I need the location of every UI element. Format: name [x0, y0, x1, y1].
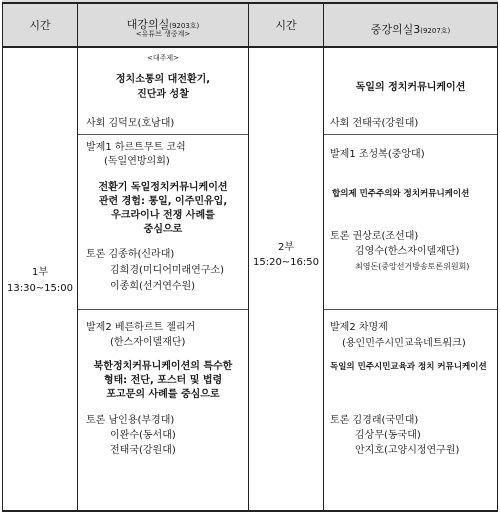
- s2-p1-discussant-3: 최영돈(중앙선거방송토론위원회): [355, 262, 470, 271]
- row-divider: [324, 309, 498, 310]
- s2-p2-discussant-1: 토론 김경래(국민대): [330, 415, 419, 426]
- keynote-tag: <대주제>: [146, 54, 180, 62]
- s1-p2-title-line1: 북한정치커뮤니케이션의 특수한: [93, 361, 233, 372]
- room-main-name: 대강의실: [126, 18, 170, 31]
- header-room-mid: [324, 20, 497, 36]
- session1-label: 1부: [31, 267, 49, 278]
- s1-p1-presenter: 발제1 하르트무트 코쉭: [86, 142, 186, 153]
- s2-p2-discussant-3: 안지호(고양시정연구원): [355, 445, 460, 456]
- s1-p1-discussant-1: 토론 김종하(신라대): [86, 249, 175, 260]
- session1-time: 13:30~15:00: [6, 283, 73, 294]
- session2-time: 15:20~16:50: [252, 257, 319, 268]
- session2-label: 2부: [277, 242, 295, 253]
- room-main-code: (9203호): [169, 22, 200, 30]
- header-time-right: 시간: [275, 19, 297, 32]
- s2-p2-affiliation: (용인민주시민교육네트워크): [342, 338, 466, 349]
- row-divider: [78, 134, 248, 135]
- keynote-title-line1: 정치소통의 대전환기,: [115, 74, 211, 85]
- session2-topic: 독일의 정치커뮤니케이션: [355, 82, 466, 93]
- header-time-left: 시간: [29, 19, 51, 32]
- column-divider: [323, 2, 324, 512]
- s1-p1-affiliation: (독일연방의회): [104, 156, 170, 167]
- s1-p2-title-line2: 형태: 전단, 포스터 및 법령: [103, 375, 223, 386]
- session1-moderator: 사회 김덕모(호남대): [86, 118, 175, 129]
- row-divider: [324, 134, 498, 135]
- s1-p2-presenter: 발제2 베른하르트 젤리거: [86, 322, 196, 333]
- s2-p1-discussant-2: 김영수(한스자이델재단): [355, 246, 460, 257]
- s1-p2-discussant-1: 토론 남인용(부경대): [86, 415, 175, 426]
- table-border-right: [497, 2, 498, 512]
- s1-p1-discussant-3: 이종희(선거연수원): [110, 281, 196, 292]
- header-room-main: [78, 15, 248, 31]
- s1-p1-title-line3: 우크라이나 전쟁 사례를: [111, 210, 215, 221]
- s1-p2-discussant-2: 이완수(동서대): [110, 430, 176, 441]
- keynote-title-line2: 진단과 성찰: [137, 89, 189, 100]
- s2-p1-presenter: 발제1 조성복(중앙대): [330, 149, 425, 160]
- table-border-left: [2, 2, 3, 512]
- s1-p2-title-line3: 포고문의 사례를 중심으로: [106, 389, 220, 400]
- s2-p2-presenter: 발제2 차명제: [330, 322, 388, 333]
- column-divider: [248, 2, 249, 512]
- s2-p2-discussant-2: 김상무(동국대): [355, 430, 421, 441]
- s1-p1-discussant-2: 김희경(미디어미래연구소): [110, 265, 225, 276]
- s1-p1-title-line2: 관련 경험: 통일, 이주민유입,: [98, 196, 228, 207]
- room-mid-name: 중강의실3: [370, 23, 421, 36]
- s1-p1-title-line1: 전환기 독일정치커뮤니케이션: [98, 182, 228, 193]
- session2-moderator: 사회 전태국(강원대): [330, 118, 419, 129]
- room-mid-code: (9207호): [420, 27, 451, 35]
- s2-p2-title: 독일의 민주시민교육과 정치 커뮤니케이션: [330, 362, 487, 372]
- s2-p1-title: 합의제 민주주의와 정치커뮤니케이션: [332, 189, 470, 199]
- s1-p2-discussant-3: 전태국(강원대): [110, 445, 176, 456]
- s1-p2-affiliation: (한스자이델재단): [110, 337, 186, 348]
- s1-p1-title-line4: 중심으로: [143, 224, 183, 235]
- room-main-note: <유튜브 생중계>: [135, 30, 191, 38]
- s2-p1-discussant-1: 토론 권상로(조선대): [330, 231, 419, 242]
- row-divider: [78, 309, 248, 310]
